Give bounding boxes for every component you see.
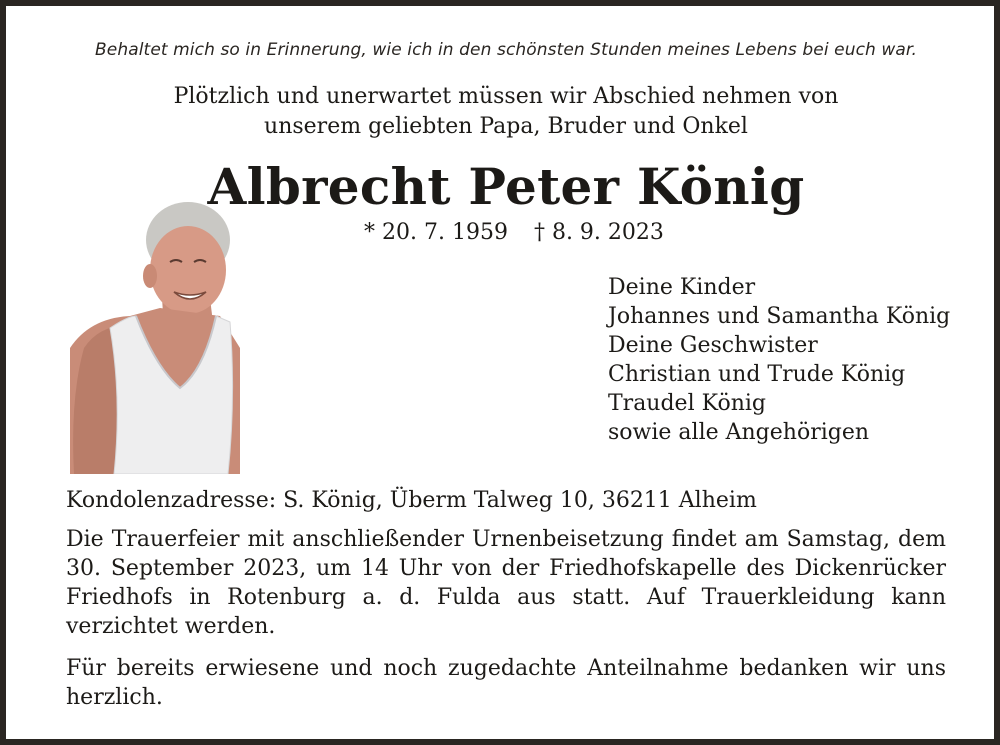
condolence-address: Kondolenzadresse: S. König, Überm Talweg 10, 36211 Alheim	[66, 488, 757, 513]
death-date: † 8. 9. 2023	[533, 220, 664, 245]
intro-line-2: unserem geliebten Papa, Bruder und Onkel	[264, 114, 748, 139]
mourner-line: Christian und Trude König	[608, 362, 906, 387]
deceased-name: Albrecht Peter König	[207, 157, 805, 216]
mourner-line: Deine Geschwister	[608, 333, 818, 358]
mourner-line: Traudel König	[608, 391, 766, 416]
mourner-line: sowie alle Angehörigen	[608, 420, 870, 445]
birth-date: * 20. 7. 1959	[364, 220, 508, 245]
motto-quote: Behaltet mich so in Erinnerung, wie ich in den schönsten Stunden meines Lebens bei euch war.	[95, 40, 917, 60]
intro-line-1: Plötzlich und unerwartet müssen wir Abschied nehmen von	[173, 84, 839, 109]
mourner-line: Johannes und Samantha König	[608, 304, 951, 329]
thanks-note: Für bereits erwiesene und noch zugedachte Anteilnahme bedanken wir uns herzlich.	[66, 656, 946, 710]
life-dates	[364, 220, 664, 245]
service-announcement: Die Trauerfeier mit anschließender Urnenbeisetzung findet am Samstag, dem 30. September 2023, um 14 Uhr von der Friedhofskapelle des Dickenrücker Friedhofs in Rotenburg a. d. Fulda aus statt. Auf Trauerkleidung kann verzichtet werden.	[66, 527, 946, 639]
mourners-list	[608, 273, 950, 447]
intro-text	[6, 82, 1000, 142]
portrait-photo	[70, 198, 240, 474]
mourner-line: Deine Kinder	[608, 275, 756, 300]
